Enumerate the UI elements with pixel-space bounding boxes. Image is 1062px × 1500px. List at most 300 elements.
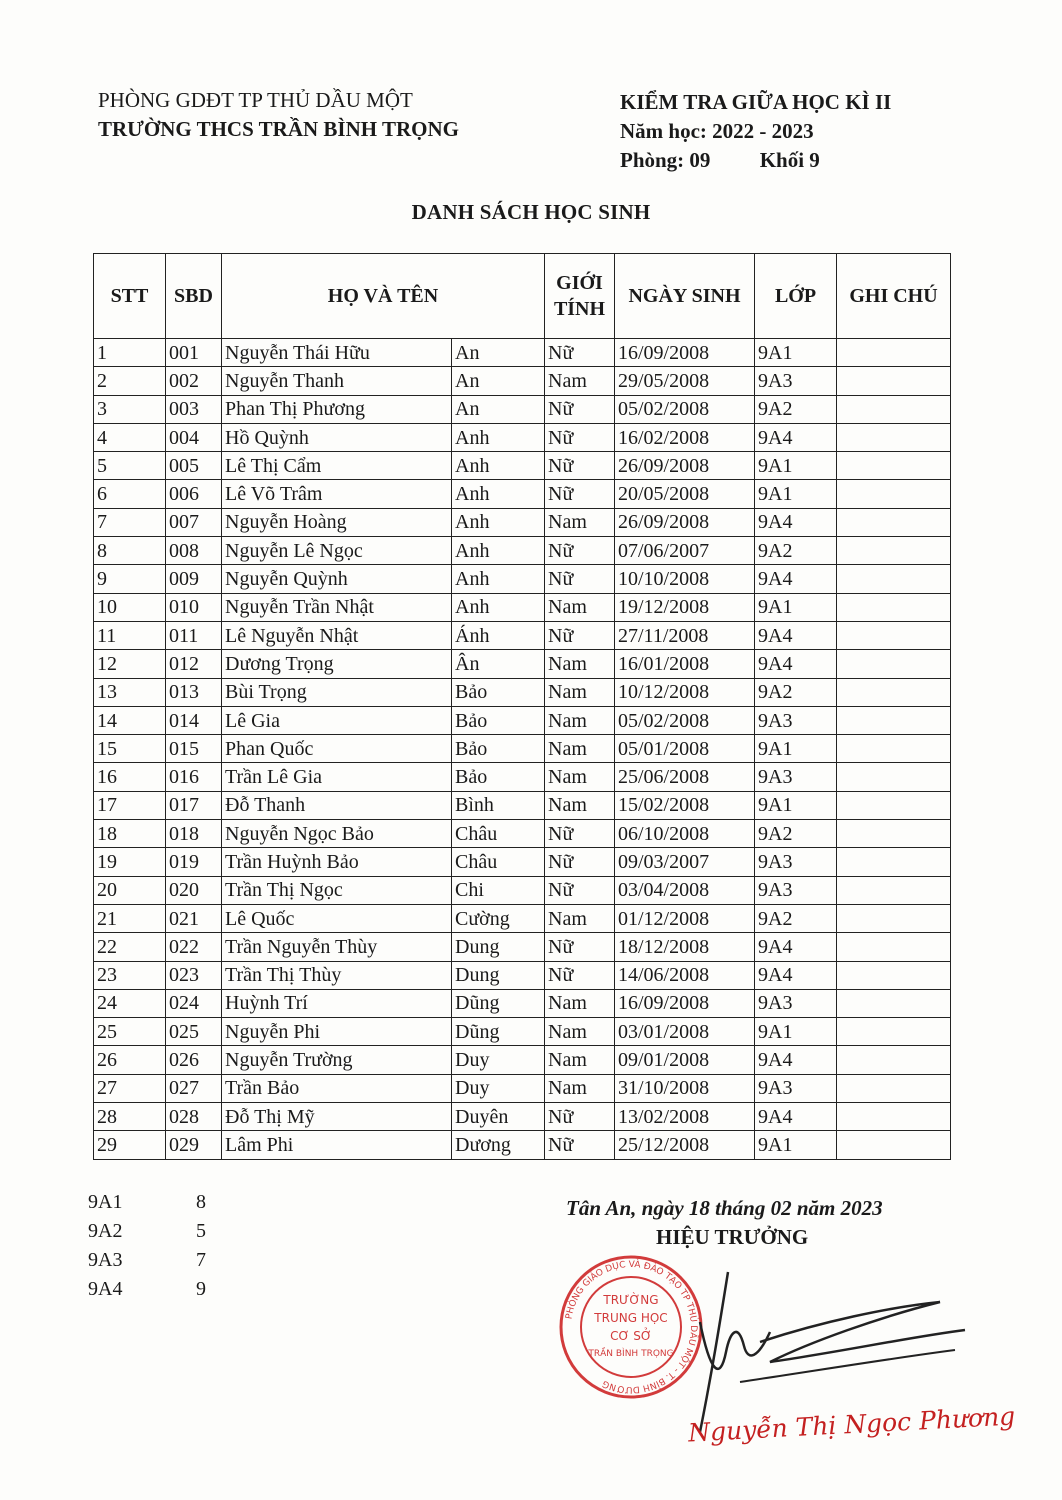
cell-dob: 05/02/2008	[615, 706, 755, 734]
cell-note	[837, 678, 951, 706]
cell-dob: 19/12/2008	[615, 593, 755, 621]
cell-note	[837, 735, 951, 763]
cell-gender: Nữ	[545, 876, 615, 904]
cell-dob: 10/10/2008	[615, 565, 755, 593]
cell-given: Bảo	[452, 735, 545, 763]
cell-dob: 18/12/2008	[615, 933, 755, 961]
table-row	[94, 763, 951, 791]
class-count-row	[88, 1246, 206, 1275]
col-stt: STT	[94, 254, 166, 339]
cell-surname: Trần Thị Thùy	[222, 961, 452, 989]
cell-surname: Nguyễn Quỳnh	[222, 565, 452, 593]
cell-note	[837, 876, 951, 904]
signer-name: Nguyễn Thị Ngọc Phương	[687, 1401, 1016, 1448]
cell-surname: Nguyễn Trường	[222, 1046, 452, 1074]
cell-stt: 1	[94, 339, 166, 367]
cell-stt: 4	[94, 423, 166, 451]
table-row	[94, 933, 951, 961]
table-row	[94, 367, 951, 395]
cell-stt: 7	[94, 508, 166, 536]
cell-given: Bảo	[452, 678, 545, 706]
table-row	[94, 423, 951, 451]
class-count: 8	[196, 1191, 206, 1213]
table-row	[94, 339, 951, 367]
cell-gender: Nam	[545, 791, 615, 819]
cell-sbd: 019	[166, 848, 222, 876]
cell-stt: 6	[94, 480, 166, 508]
table-row	[94, 1046, 951, 1074]
cell-sbd: 009	[166, 565, 222, 593]
seal-line-4: TRẦN BÌNH TRỌNG	[588, 1349, 674, 1359]
cell-class: 9A1	[755, 452, 837, 480]
cell-class: 9A4	[755, 508, 837, 536]
cell-surname: Nguyễn Lê Ngọc	[222, 537, 452, 565]
cell-gender: Nữ	[545, 820, 615, 848]
cell-dob: 09/01/2008	[615, 1046, 755, 1074]
cell-dob: 06/10/2008	[615, 820, 755, 848]
cell-dob: 26/09/2008	[615, 452, 755, 480]
cell-gender: Nam	[545, 1046, 615, 1074]
col-sbd: SBD	[166, 254, 222, 339]
cell-gender: Nam	[545, 1018, 615, 1046]
cell-gender: Nam	[545, 508, 615, 536]
cell-given: Duyên	[452, 1103, 545, 1131]
cell-note	[837, 593, 951, 621]
cell-gender: Nam	[545, 904, 615, 932]
cell-given: Anh	[452, 593, 545, 621]
cell-note	[837, 508, 951, 536]
cell-gender: Nữ	[545, 480, 615, 508]
cell-dob: 25/06/2008	[615, 763, 755, 791]
cell-note	[837, 565, 951, 593]
cell-stt: 13	[94, 678, 166, 706]
exam-block	[620, 88, 891, 175]
cell-gender: Nữ	[545, 1131, 615, 1159]
cell-stt: 28	[94, 1103, 166, 1131]
cell-surname: Bùi Trọng	[222, 678, 452, 706]
cell-gender: Nam	[545, 367, 615, 395]
cell-class: 9A4	[755, 423, 837, 451]
cell-sbd: 011	[166, 621, 222, 649]
cell-gender: Nữ	[545, 933, 615, 961]
cell-given: Anh	[452, 452, 545, 480]
cell-gender: Nữ	[545, 423, 615, 451]
cell-surname: Nguyễn Hoàng	[222, 508, 452, 536]
table-row	[94, 1131, 951, 1159]
cell-stt: 9	[94, 565, 166, 593]
cell-note	[837, 339, 951, 367]
cell-given: An	[452, 367, 545, 395]
cell-sbd: 016	[166, 763, 222, 791]
table-row	[94, 1103, 951, 1131]
class-label: 9A2	[88, 1220, 123, 1242]
cell-sbd: 012	[166, 650, 222, 678]
cell-surname: Hồ Quỳnh	[222, 423, 452, 451]
cell-sbd: 010	[166, 593, 222, 621]
cell-class: 9A4	[755, 933, 837, 961]
cell-class: 9A3	[755, 848, 837, 876]
cell-surname: Lê Võ Trâm	[222, 480, 452, 508]
cell-class: 9A1	[755, 593, 837, 621]
cell-gender: Nam	[545, 735, 615, 763]
cell-dob: 29/05/2008	[615, 367, 755, 395]
cell-stt: 17	[94, 791, 166, 819]
cell-given: Ân	[452, 650, 545, 678]
cell-sbd: 021	[166, 904, 222, 932]
cell-note	[837, 820, 951, 848]
cell-surname: Lê Gia	[222, 706, 452, 734]
cell-sbd: 027	[166, 1074, 222, 1102]
place-date: Tân An, ngày 18 tháng 02 năm 2023	[566, 1196, 883, 1220]
cell-stt: 21	[94, 904, 166, 932]
class-count-row	[88, 1275, 206, 1304]
cell-gender: Nam	[545, 678, 615, 706]
cell-class: 9A1	[755, 1018, 837, 1046]
cell-class: 9A3	[755, 706, 837, 734]
cell-stt: 10	[94, 593, 166, 621]
cell-class: 9A3	[755, 367, 837, 395]
cell-sbd: 001	[166, 339, 222, 367]
cell-gender: Nam	[545, 1074, 615, 1102]
table-row	[94, 452, 951, 480]
cell-surname: Lâm Phi	[222, 1131, 452, 1159]
cell-sbd: 018	[166, 820, 222, 848]
cell-given: Bảo	[452, 763, 545, 791]
cell-surname: Nguyễn Phi	[222, 1018, 452, 1046]
class-count: 5	[196, 1220, 206, 1242]
cell-note	[837, 395, 951, 423]
cell-stt: 11	[94, 621, 166, 649]
table-row	[94, 876, 951, 904]
cell-class: 9A1	[755, 480, 837, 508]
cell-stt: 2	[94, 367, 166, 395]
cell-class: 9A3	[755, 989, 837, 1017]
cell-class: 9A3	[755, 1074, 837, 1102]
cell-stt: 16	[94, 763, 166, 791]
cell-dob: 05/01/2008	[615, 735, 755, 763]
cell-sbd: 006	[166, 480, 222, 508]
cell-note	[837, 848, 951, 876]
cell-surname: Trần Huỳnh Bảo	[222, 848, 452, 876]
cell-surname: Trần Bảo	[222, 1074, 452, 1102]
cell-given: Dũng	[452, 1018, 545, 1046]
cell-note	[837, 1074, 951, 1102]
class-count-row	[88, 1188, 206, 1217]
table-row	[94, 537, 951, 565]
cell-sbd: 015	[166, 735, 222, 763]
table-row	[94, 678, 951, 706]
cell-gender: Nữ	[545, 848, 615, 876]
cell-sbd: 013	[166, 678, 222, 706]
cell-dob: 14/06/2008	[615, 961, 755, 989]
cell-surname: Lê Quốc	[222, 904, 452, 932]
class-label: 9A1	[88, 1191, 123, 1213]
class-count-row	[88, 1217, 206, 1246]
cell-gender: Nam	[545, 989, 615, 1017]
cell-gender: Nam	[545, 763, 615, 791]
seal-ring-text: PHÒNG GIÁO DỤC VÀ ĐÀO TẠO TP THỦ DẦU MỘT - T. BÌNH DƯƠNG	[564, 1259, 699, 1395]
class-count: 7	[196, 1249, 206, 1271]
cell-class: 9A1	[755, 339, 837, 367]
col-gender: GIỚI TÍNH	[545, 254, 615, 339]
cell-note	[837, 1103, 951, 1131]
document-title: DANH SÁCH HỌC SINH	[411, 200, 651, 224]
seal-line-3: CƠ SỞ	[610, 1329, 652, 1343]
cell-gender: Nữ	[545, 537, 615, 565]
cell-surname: Huỳnh Trí	[222, 989, 452, 1017]
cell-sbd: 029	[166, 1131, 222, 1159]
table-row	[94, 820, 951, 848]
seal-line-2: TRUNG HỌC	[594, 1311, 668, 1325]
cell-given: An	[452, 395, 545, 423]
cell-given: Anh	[452, 423, 545, 451]
cell-note	[837, 537, 951, 565]
cell-class: 9A2	[755, 678, 837, 706]
cell-dob: 16/09/2008	[615, 989, 755, 1017]
table-row	[94, 791, 951, 819]
cell-given: Ánh	[452, 621, 545, 649]
cell-stt: 18	[94, 820, 166, 848]
cell-surname: Trần Lê Gia	[222, 763, 452, 791]
table-header-row	[94, 254, 951, 339]
cell-note	[837, 1131, 951, 1159]
cell-given: Cường	[452, 904, 545, 932]
cell-given: Anh	[452, 565, 545, 593]
cell-note	[837, 367, 951, 395]
class-count: 9	[196, 1278, 206, 1300]
cell-given: Anh	[452, 508, 545, 536]
cell-note	[837, 423, 951, 451]
cell-class: 9A1	[755, 1131, 837, 1159]
cell-class: 9A2	[755, 904, 837, 932]
table-body	[94, 339, 951, 1160]
table-row	[94, 593, 951, 621]
cell-class: 9A4	[755, 961, 837, 989]
cell-dob: 25/12/2008	[615, 1131, 755, 1159]
table-row	[94, 989, 951, 1017]
class-count-summary	[88, 1188, 206, 1304]
cell-note	[837, 706, 951, 734]
cell-given: Duy	[452, 1046, 545, 1074]
cell-dob: 16/01/2008	[615, 650, 755, 678]
cell-sbd: 007	[166, 508, 222, 536]
cell-gender: Nữ	[545, 452, 615, 480]
cell-given: Dũng	[452, 989, 545, 1017]
cell-class: 9A3	[755, 763, 837, 791]
cell-given: Dung	[452, 961, 545, 989]
cell-gender: Nam	[545, 650, 615, 678]
cell-dob: 26/09/2008	[615, 508, 755, 536]
cell-gender: Nữ	[545, 1103, 615, 1131]
cell-dob: 27/11/2008	[615, 621, 755, 649]
table-row	[94, 904, 951, 932]
cell-class: 9A4	[755, 1046, 837, 1074]
cell-gender: Nam	[545, 593, 615, 621]
cell-dob: 05/02/2008	[615, 395, 755, 423]
cell-gender: Nữ	[545, 621, 615, 649]
cell-sbd: 004	[166, 423, 222, 451]
cell-given: Anh	[452, 480, 545, 508]
cell-surname: Phan Thị Phương	[222, 395, 452, 423]
cell-given: Bình	[452, 791, 545, 819]
signer-title: HIỆU TRƯỞNG	[656, 1225, 809, 1249]
col-note: GHI CHÚ	[837, 254, 951, 339]
cell-stt: 8	[94, 537, 166, 565]
cell-note	[837, 961, 951, 989]
cell-dob: 13/02/2008	[615, 1103, 755, 1131]
cell-class: 9A2	[755, 820, 837, 848]
cell-stt: 3	[94, 395, 166, 423]
cell-surname: Trần Nguyễn Thùy	[222, 933, 452, 961]
cell-surname: Nguyễn Trần Nhật	[222, 593, 452, 621]
cell-stt: 14	[94, 706, 166, 734]
table-row	[94, 395, 951, 423]
cell-sbd: 014	[166, 706, 222, 734]
table-row	[94, 848, 951, 876]
cell-gender: Nữ	[545, 395, 615, 423]
room-grade-line	[620, 146, 891, 175]
cell-class: 9A4	[755, 621, 837, 649]
cell-note	[837, 933, 951, 961]
cell-sbd: 026	[166, 1046, 222, 1074]
cell-surname: Lê Nguyễn Nhật	[222, 621, 452, 649]
cell-sbd: 020	[166, 876, 222, 904]
grade-level: Khối 9	[759, 148, 820, 172]
cell-surname: Lê Thị Cẩm	[222, 452, 452, 480]
table-row	[94, 621, 951, 649]
cell-given: An	[452, 339, 545, 367]
cell-dob: 03/04/2008	[615, 876, 755, 904]
cell-stt: 23	[94, 961, 166, 989]
cell-dob: 03/01/2008	[615, 1018, 755, 1046]
cell-stt: 29	[94, 1131, 166, 1159]
table-row	[94, 1074, 951, 1102]
table-row	[94, 706, 951, 734]
cell-given: Châu	[452, 848, 545, 876]
cell-gender: Nữ	[545, 565, 615, 593]
cell-gender: Nữ	[545, 339, 615, 367]
cell-given: Dương	[452, 1131, 545, 1159]
school-name: TRƯỜNG THCS TRẦN BÌNH TRỌNG	[98, 117, 459, 141]
cell-note	[837, 791, 951, 819]
student-roster-table	[93, 253, 951, 1160]
exam-name: KIỂM TRA GIỮA HỌC KÌ II	[620, 90, 892, 114]
table-row	[94, 1018, 951, 1046]
cell-surname: Nguyễn Ngọc Bảo	[222, 820, 452, 848]
cell-gender: Nam	[545, 706, 615, 734]
cell-sbd: 008	[166, 537, 222, 565]
table-row	[94, 480, 951, 508]
cell-note	[837, 1046, 951, 1074]
cell-given: Chi	[452, 876, 545, 904]
cell-class: 9A1	[755, 735, 837, 763]
cell-stt: 25	[94, 1018, 166, 1046]
cell-dob: 07/06/2007	[615, 537, 755, 565]
cell-sbd: 005	[166, 452, 222, 480]
cell-class: 9A2	[755, 537, 837, 565]
cell-surname: Dương Trọng	[222, 650, 452, 678]
cell-sbd: 002	[166, 367, 222, 395]
cell-sbd: 028	[166, 1103, 222, 1131]
cell-dob: 01/12/2008	[615, 904, 755, 932]
cell-note	[837, 904, 951, 932]
cell-surname: Nguyễn Thái Hữu	[222, 339, 452, 367]
cell-given: Duy	[452, 1074, 545, 1102]
department-name: PHÒNG GDĐT TP THỦ DẦU MỘT	[98, 88, 413, 112]
col-name: HỌ VÀ TÊN	[222, 254, 545, 339]
cell-surname: Đỗ Thị Mỹ	[222, 1103, 452, 1131]
cell-sbd: 024	[166, 989, 222, 1017]
table-row	[94, 961, 951, 989]
cell-given: Anh	[452, 537, 545, 565]
cell-stt: 22	[94, 933, 166, 961]
cell-dob: 20/05/2008	[615, 480, 755, 508]
cell-class: 9A3	[755, 876, 837, 904]
cell-stt: 19	[94, 848, 166, 876]
cell-class: 9A4	[755, 650, 837, 678]
cell-sbd: 003	[166, 395, 222, 423]
cell-given: Dung	[452, 933, 545, 961]
cell-surname: Trần Thị Ngọc	[222, 876, 452, 904]
cell-surname: Phan Quốc	[222, 735, 452, 763]
cell-dob: 10/12/2008	[615, 678, 755, 706]
cell-note	[837, 621, 951, 649]
cell-stt: 26	[94, 1046, 166, 1074]
table-row	[94, 565, 951, 593]
cell-given: Châu	[452, 820, 545, 848]
cell-class: 9A4	[755, 565, 837, 593]
cell-dob: 16/09/2008	[615, 339, 755, 367]
class-label: 9A3	[88, 1249, 123, 1271]
cell-dob: 16/02/2008	[615, 423, 755, 451]
col-class: LỚP	[755, 254, 837, 339]
cell-class: 9A1	[755, 791, 837, 819]
table-row	[94, 508, 951, 536]
cell-sbd: 023	[166, 961, 222, 989]
seal-line-1: TRƯỜNG	[603, 1293, 659, 1307]
room-number: Phòng: 09	[620, 148, 711, 172]
cell-note	[837, 763, 951, 791]
cell-sbd: 017	[166, 791, 222, 819]
cell-stt: 12	[94, 650, 166, 678]
cell-stt: 20	[94, 876, 166, 904]
cell-note	[837, 452, 951, 480]
class-label: 9A4	[88, 1278, 123, 1300]
cell-note	[837, 650, 951, 678]
cell-surname: Đỗ Thanh	[222, 791, 452, 819]
table-row	[94, 735, 951, 763]
cell-dob: 31/10/2008	[615, 1074, 755, 1102]
cell-sbd: 022	[166, 933, 222, 961]
cell-surname: Nguyễn Thanh	[222, 367, 452, 395]
cell-stt: 27	[94, 1074, 166, 1102]
cell-note	[837, 480, 951, 508]
cell-given: Bảo	[452, 706, 545, 734]
cell-note	[837, 989, 951, 1017]
issuer-block	[98, 86, 459, 144]
cell-dob: 09/03/2007	[615, 848, 755, 876]
school-year: Năm học: 2022 - 2023	[620, 119, 814, 143]
cell-stt: 24	[94, 989, 166, 1017]
cell-class: 9A4	[755, 1103, 837, 1131]
table-row	[94, 650, 951, 678]
cell-class: 9A2	[755, 395, 837, 423]
col-dob: NGÀY SINH	[615, 254, 755, 339]
cell-dob: 15/02/2008	[615, 791, 755, 819]
cell-sbd: 025	[166, 1018, 222, 1046]
cell-gender: Nữ	[545, 961, 615, 989]
cell-note	[837, 1018, 951, 1046]
